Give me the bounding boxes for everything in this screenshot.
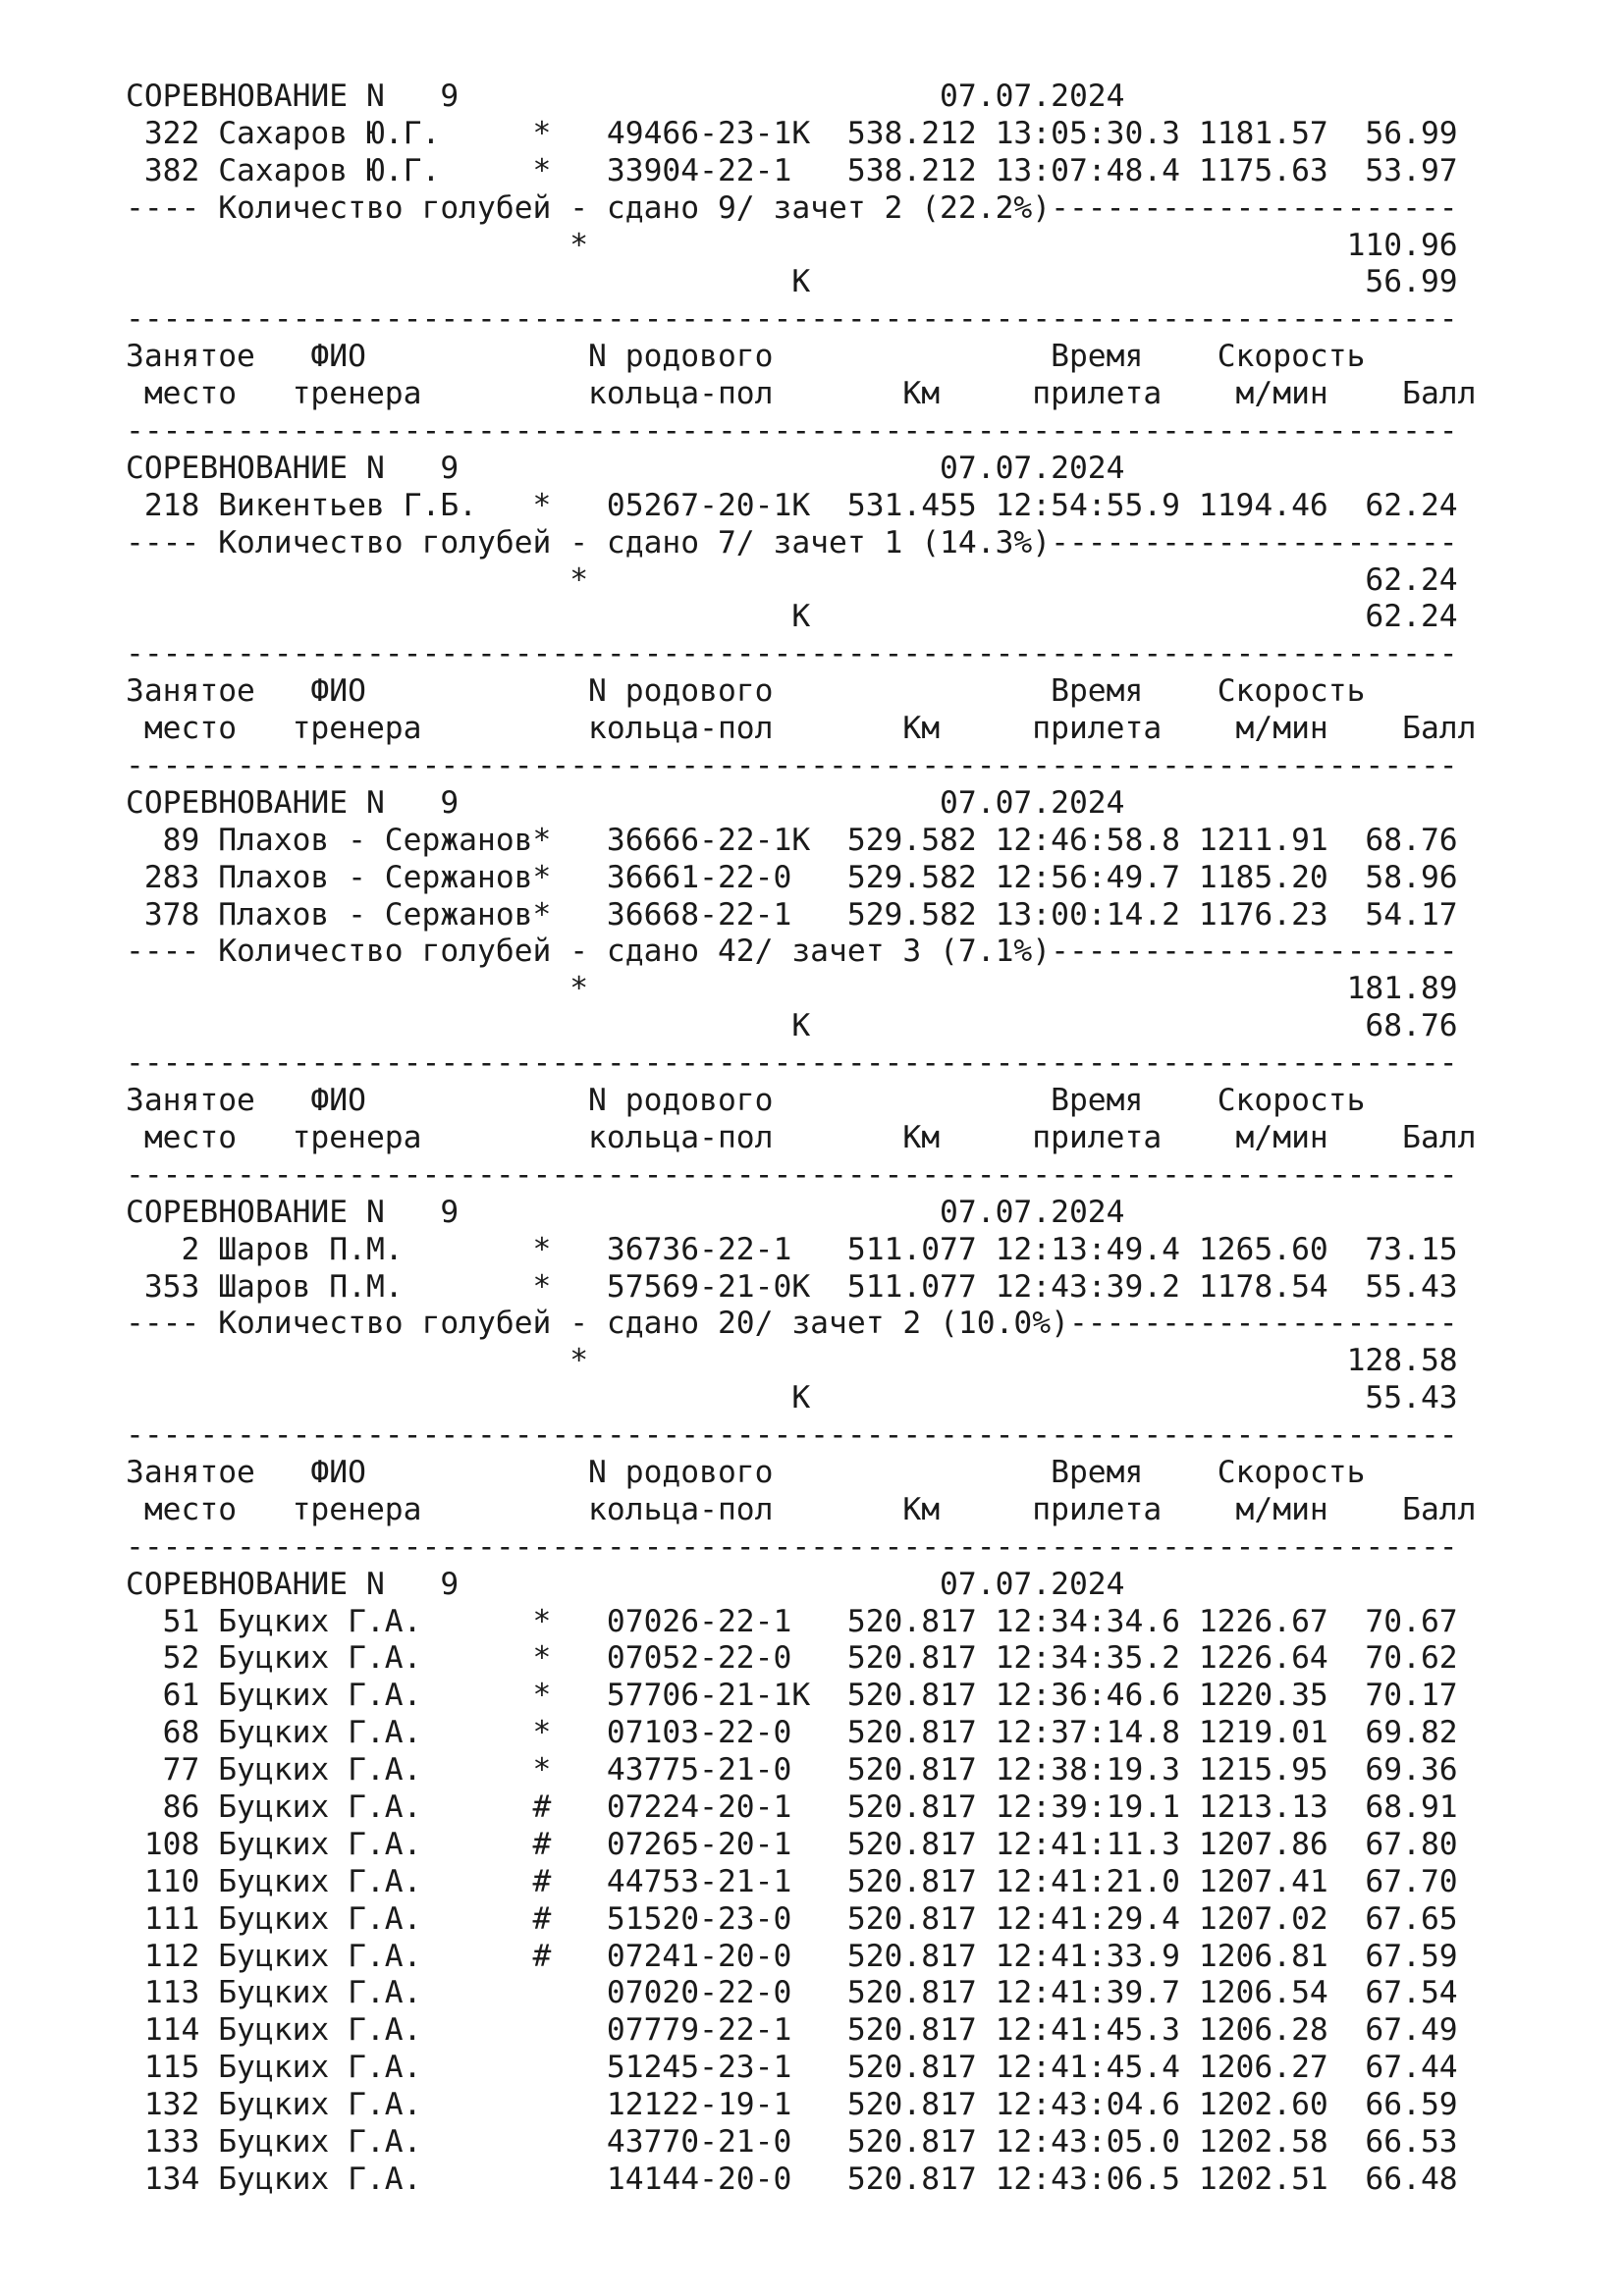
result-row: 112 Буцких Г.А. # 07241-20-0 520.817 12:41:33.9 1206.81 67.59 bbox=[126, 1938, 1458, 1974]
column-header-line-1: Занятое ФИО N родового Время Скорость bbox=[126, 1454, 1366, 1490]
summary-k-total: K 55.43 bbox=[126, 1380, 1458, 1416]
result-row: 108 Буцких Г.А. # 07265-20-1 520.817 12:41:11.3 1207.86 67.80 bbox=[126, 1826, 1458, 1862]
column-header-line-2: место тренера кольца-пол Км прилета м/мин Балл bbox=[126, 1119, 1477, 1155]
competition-header-line: СОРЕВНОВАНИЕ N 9 07.07.2024 bbox=[126, 784, 1125, 821]
column-header-line-1: Занятое ФИО N родового Время Скорость bbox=[126, 673, 1366, 710]
summary-k-total: K 62.24 bbox=[126, 599, 1458, 635]
column-header-line-1: Занятое ФИО N родового Время Скорость bbox=[126, 339, 1366, 375]
summary-star-total: * 62.24 bbox=[126, 561, 1458, 598]
divider-line: ------------------------------------------------------------------------ bbox=[126, 1417, 1458, 1454]
result-row: 111 Буцких Г.А. # 51520-23-0 520.817 12:41:29.4 1207.02 67.65 bbox=[126, 1900, 1458, 1937]
result-row: 115 Буцких Г.А. 51245-23-1 520.817 12:41:45.4 1206.27 67.44 bbox=[126, 2050, 1458, 2086]
competition-header-line: СОРЕВНОВАНИЕ N 9 07.07.2024 bbox=[126, 1194, 1125, 1230]
column-header-line-2: место тренера кольца-пол Км прилета м/мин Балл bbox=[126, 376, 1477, 412]
summary-count-line: ---- Количество голубей - сдано 20/ зачет 2 (10.0%)--------------------- bbox=[126, 1306, 1458, 1342]
result-row: 283 Плахов - Сержанов* 36661-22-0 529.582 12:56:49.7 1185.20 58.96 bbox=[126, 859, 1458, 895]
divider-line: ------------------------------------------------------------------------ bbox=[126, 1528, 1458, 1565]
summary-k-total: K 68.76 bbox=[126, 1008, 1458, 1044]
result-row: 2 Шаров П.М. * 36736-22-1 511.077 12:13:49.4 1265.60 73.15 bbox=[126, 1231, 1458, 1267]
column-header-line-1: Занятое ФИО N родового Время Скорость bbox=[126, 1083, 1366, 1119]
results-sheet bbox=[126, 79, 1579, 2199]
competition-header-line: СОРЕВНОВАНИЕ N 9 07.07.2024 bbox=[126, 1566, 1125, 1602]
divider-line: ------------------------------------------------------------------------ bbox=[126, 301, 1458, 338]
result-row: 113 Буцких Г.А. 07020-22-0 520.817 12:41:39.7 1206.54 67.54 bbox=[126, 1975, 1458, 2011]
summary-star-total: * 128.58 bbox=[126, 1343, 1458, 1379]
result-row: 322 Сахаров Ю.Г. * 49466-23-1K 538.212 13:05:30.3 1181.57 56.99 bbox=[126, 115, 1458, 151]
column-header-line-2: место тренера кольца-пол Км прилета м/мин Балл bbox=[126, 1491, 1477, 1527]
result-row: 52 Буцких Г.А. * 07052-22-0 520.817 12:34:35.2 1226.64 70.62 bbox=[126, 1640, 1458, 1677]
result-row: 134 Буцких Г.А. 14144-20-0 520.817 12:43:06.5 1202.51 66.48 bbox=[126, 2161, 1458, 2197]
result-row: 51 Буцких Г.А. * 07026-22-1 520.817 12:34:34.6 1226.67 70.67 bbox=[126, 1603, 1458, 1639]
competition-header-line: СОРЕВНОВАНИЕ N 9 07.07.2024 bbox=[126, 79, 1125, 114]
summary-count-line: ---- Количество голубей - сдано 42/ зачет 3 (7.1%)---------------------- bbox=[126, 934, 1458, 970]
result-row: 132 Буцких Г.А. 12122-19-1 520.817 12:43:04.6 1202.60 66.59 bbox=[126, 2087, 1458, 2123]
divider-line: ------------------------------------------------------------------------ bbox=[126, 1156, 1458, 1193]
summary-count-line: ---- Количество голубей - сдано 9/ зачет 2 (22.2%)---------------------- bbox=[126, 189, 1458, 226]
result-row: 218 Викентьев Г.Б. * 05267-20-1K 531.455 12:54:55.9 1194.46 62.24 bbox=[126, 487, 1458, 523]
result-row: 133 Буцких Г.А. 43770-21-0 520.817 12:43:05.0 1202.58 66.53 bbox=[126, 2123, 1458, 2160]
result-row: 114 Буцких Г.А. 07779-22-1 520.817 12:41:45.3 1206.28 67.49 bbox=[126, 2012, 1458, 2049]
summary-k-total: K 56.99 bbox=[126, 264, 1458, 300]
result-row: 86 Буцких Г.А. # 07224-20-1 520.817 12:39:19.1 1213.13 68.91 bbox=[126, 1789, 1458, 1825]
summary-star-total: * 181.89 bbox=[126, 971, 1458, 1007]
column-header-line-2: место тренера кольца-пол Км прилета м/мин Балл bbox=[126, 711, 1477, 747]
result-row: 378 Плахов - Сержанов* 36668-22-1 529.582 13:00:14.2 1176.23 54.17 bbox=[126, 896, 1458, 933]
result-row: 353 Шаров П.М. * 57569-21-0K 511.077 12:43:39.2 1178.54 55.43 bbox=[126, 1268, 1458, 1305]
summary-count-line: ---- Количество голубей - сдано 7/ зачет 1 (14.3%)---------------------- bbox=[126, 524, 1458, 561]
summary-star-total: * 110.96 bbox=[126, 227, 1458, 263]
divider-line: ------------------------------------------------------------------------ bbox=[126, 1045, 1458, 1082]
result-row: 61 Буцких Г.А. * 57706-21-1K 520.817 12:36:46.6 1220.35 70.17 bbox=[126, 1678, 1458, 1714]
divider-line: ------------------------------------------------------------------------ bbox=[126, 636, 1458, 672]
result-row: 110 Буцких Г.А. # 44753-21-1 520.817 12:41:21.0 1207.41 67.70 bbox=[126, 1863, 1458, 1899]
result-row: 89 Плахов - Сержанов* 36666-22-1K 529.582 12:46:58.8 1211.91 68.76 bbox=[126, 822, 1458, 858]
divider-line: ------------------------------------------------------------------------ bbox=[126, 748, 1458, 784]
result-row: 382 Сахаров Ю.Г. * 33904-22-1 538.212 13:07:48.4 1175.63 53.97 bbox=[126, 152, 1458, 188]
divider-line: ------------------------------------------------------------------------ bbox=[126, 413, 1458, 450]
result-row: 77 Буцких Г.А. * 43775-21-0 520.817 12:38:19.3 1215.95 69.36 bbox=[126, 1752, 1458, 1789]
result-row: 68 Буцких Г.А. * 07103-22-0 520.817 12:37:14.8 1219.01 69.82 bbox=[126, 1715, 1458, 1751]
competition-header-line: СОРЕВНОВАНИЕ N 9 07.07.2024 bbox=[126, 450, 1125, 486]
